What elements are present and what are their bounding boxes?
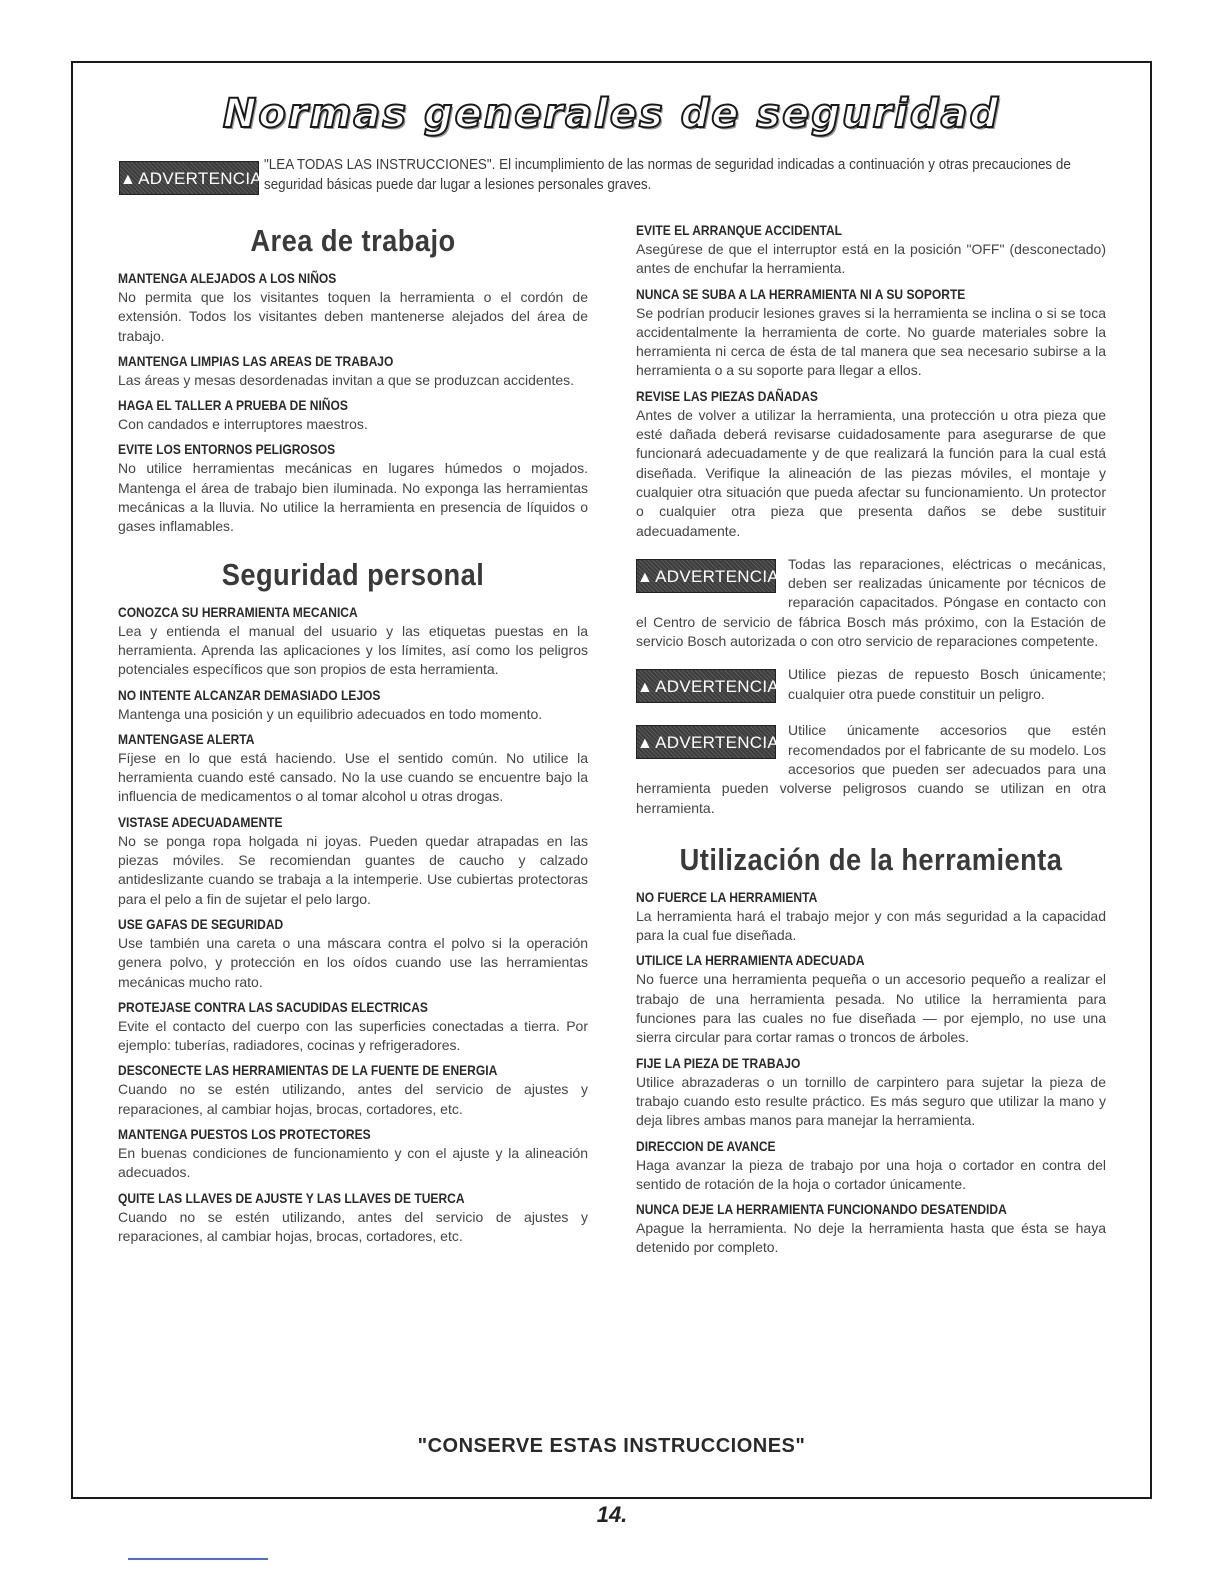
warning-text: Utilice únicamente accesorios que estén recomendados por el fabricante de su modelo. Los accesorios que pueden ser adecuados para una herramienta pueden volverse peligrosos cuando se utilizan en otra herramienta.: [636, 722, 1106, 816]
warning-badge-label: ADVERTENCIA: [655, 566, 780, 586]
section-title-seguridad-personal: Seguridad personal: [221, 556, 485, 592]
left-column: [118, 221, 588, 1246]
item-heading: NO FUERCE LA HERRAMIENTA: [636, 888, 818, 905]
list-item: [118, 1061, 588, 1119]
item-heading: PROTEJASE CONTRA LAS SACUDIDAS ELECTRICAS: [118, 998, 428, 1015]
list-item: [118, 813, 588, 909]
list-item: [636, 888, 1106, 946]
item-body: Se podrían producir lesiones graves si la herramienta se inclina o si se toca accidentalmente la herramienta de corte. No guarde materiales sobre la herramienta ni cerca de ésta de tal manera que sea necesario subirse a la herramienta o a su soporte para llegar a ellos.: [636, 304, 1106, 379]
item-body: En buenas condiciones de funcionamiento y con el ajuste y la alineación adecuados.: [118, 1145, 588, 1181]
page-title: Normas generales de seguridad: [222, 91, 1001, 137]
page-number: 14.: [596, 1502, 628, 1527]
item-body: Utilice abrazaderas o un tornillo de carpintero para sujetar la pieza de trabajo cuando esto resulte práctico. Es más seguro que utilizar la mano y deja libres ambas manos para manejar la herramienta.: [636, 1073, 1106, 1129]
item-body: No fuerce una herramienta pequeña o un accesorio pequeño a realizar el trabajo de una herramienta pesada. No utilice la herramienta para funciones para las cuales no fue diseñada — por ejemplo, no use una sierra circular para cortar ramas o troncos de árboles.: [636, 971, 1106, 1046]
item-heading: MANTENGA LIMPIAS LAS AREAS DE TRABAJO: [118, 352, 394, 369]
list-item: [118, 998, 588, 1056]
warning-triangle-icon: ▲: [637, 679, 654, 697]
item-heading: NUNCA DEJE LA HERRAMIENTA FUNCIONANDO DESATENDIDA: [636, 1201, 1007, 1218]
warning-badge: [636, 559, 780, 593]
intro-warning: [119, 155, 1107, 195]
warning-text: Todas las reparaciones, eléctricas o mecánicas, deben ser realizadas únicamente por técnicos de reparación capacitados. Póngase en contacto con el Centro de servicio de fábrica Bosch más próximo, con la Estación de servicio Bosch autorizada o con otro servicio de reparaciones competente.: [636, 555, 1106, 650]
item-body: No utilice herramientas mecánicas en lugares húmedos o mojados. Mantenga el área de trabajo bien iluminada. No exponga las herramientas mecánicas a la lluvia. No utilice la herramienta en presencia de líquidos o gases inflamables.: [118, 460, 588, 535]
item-heading: EVITE EL ARRANQUE ACCIDENTAL: [636, 222, 843, 238]
item-heading: NUNCA SE SUBA A LA HERRAMIENTA NI A SU SOPORTE: [636, 285, 966, 302]
warning-badge: [636, 725, 780, 759]
item-body: Mantenga una posición y un equilibrio adecuados en todo momento.: [118, 705, 543, 722]
list-item: [118, 352, 588, 390]
list-item: [636, 221, 1106, 279]
warning-badge-label: ADVERTENCIA: [138, 169, 263, 188]
warning-triangle-icon: ▲: [120, 171, 137, 188]
item-heading: REVISE LAS PIEZAS DAÑADAS: [636, 387, 818, 404]
section-title-utilizacion: Utilización de la herramienta: [679, 841, 1063, 877]
item-heading: CONOZCA SU HERRAMIENTA MECANICA: [118, 603, 358, 620]
item-heading: FIJE LA PIEZA DE TRABAJO: [636, 1054, 801, 1071]
warning-badge: [119, 161, 263, 195]
list-item: [118, 686, 588, 724]
warning-paragraph: [636, 555, 1106, 651]
item-body: Cuando no se estén utilizando, antes del servicio de ajustes y reparaciones, al cambiar hojas, brocas, cortadores, etc.: [118, 1208, 588, 1244]
intro-text: "LEA TODAS LAS INSTRUCCIONES". El incumplimiento de las normas de seguridad indicadas a continuación y otras precauciones de seguridad básicas puede dar lugar a lesiones personales graves.: [264, 157, 1071, 193]
warning-badge: [636, 669, 780, 703]
item-body: No permita que los visitantes toquen la herramienta o el cordón de extensión. Todos los visitantes deben mantenerse alejados del área de trabajo.: [118, 289, 588, 344]
list-item: [118, 603, 588, 680]
list-item: [118, 1125, 588, 1183]
warning-badge-label: ADVERTENCIA: [655, 733, 780, 753]
item-body: Lea y entienda el manual del usuario y las etiquetas puestas en la herramienta. Aprenda las aplicaciones y los límites, así como los peligros potenciales específicos que son propios de esta herramienta.: [118, 622, 588, 678]
item-heading: VISTASE ADECUADAMENTE: [118, 813, 283, 830]
item-body: No se ponga ropa holgada ni joyas. Pueden quedar atrapadas en las piezas móviles. Se recomiendan guantes de caucho y calzado antideslizante cuando se trabaja a la intemperie. Use cubiertas protectoras para el pelo a fin de sujetar el pelo largo.: [118, 832, 588, 907]
page-frame: [71, 61, 1152, 1499]
right-column: [636, 221, 1106, 1258]
item-heading: QUITE LAS LLAVES DE AJUSTE Y LAS LLAVES DE TUERCA: [118, 1189, 465, 1206]
item-heading: UTILICE LA HERRAMIENTA ADECUADA: [636, 952, 865, 969]
list-item: [636, 1137, 1106, 1195]
list-item: [118, 269, 588, 346]
warning-paragraph: [636, 665, 1106, 707]
item-body: Haga avanzar la pieza de trabajo por una hoja o cortador en contra del sentido de rotación de la hoja o cortador únicamente.: [636, 1156, 1106, 1192]
list-item: [636, 1200, 1106, 1258]
item-heading: NO INTENTE ALCANZAR DEMASIADO LEJOS: [118, 686, 381, 703]
item-body: Antes de volver a utilizar la herramienta, una protección u otra pieza que esté dañada deberá revisarse cuidadosamente para asegurarse de que funcionará adecuadamente y de que realizará la función para la cual está diseñada. Verifique la alineación de las piezas móviles, el montaje y cualquier otra situación que pueda afectar su funcionamiento. Un protector o cualquier otra pieza que presenta daños se debe sustituir adecuadamente.: [636, 406, 1106, 539]
item-body: Cuando no se estén utilizando, antes del servicio de ajustes y reparaciones, al cambiar hojas, brocas, cortadores, etc.: [118, 1081, 588, 1117]
item-heading: USE GAFAS DE SEGURIDAD: [118, 915, 284, 932]
item-heading: HAGA EL TALLER A PRUEBA DE NIÑOS: [118, 397, 348, 414]
conserve-instructions: "CONSERVE ESTAS INSTRUCCIONES": [417, 1435, 806, 1457]
item-body: Con candados e interruptores maestros.: [118, 416, 368, 433]
warning-paragraph: [636, 721, 1106, 817]
warning-triangle-icon: ▲: [637, 568, 654, 586]
warning-text: Utilice piezas de repuesto Bosch únicamente; cualquier otra puede constituir un peligro.: [788, 666, 1106, 702]
item-heading: DESCONECTE LAS HERRAMIENTAS DE LA FUENTE DE ENERGIA: [118, 1062, 498, 1079]
item-heading: EVITE LOS ENTORNOS PELIGROSOS: [118, 441, 336, 458]
item-body: La herramienta hará el trabajo mejor y con más seguridad a la capacidad para la cual fue diseñada.: [636, 907, 1106, 944]
list-item: [118, 396, 588, 434]
item-body: Asegúrese de que el interruptor está en la posición "OFF" (desconectado) antes de enchufar la herramienta.: [636, 241, 1106, 277]
item-heading: MANTENGA ALEJADOS A LOS NIÑOS: [118, 270, 337, 286]
warning-badge-label: ADVERTENCIA: [655, 677, 780, 697]
item-heading: MANTENGASE ALERTA: [118, 730, 255, 747]
item-body: Use también una careta o una máscara contra el polvo si la operación genera polvo, y protección en los oídos cuando use las herramientas mecánicas mucho rato.: [118, 934, 588, 990]
item-body: Las áreas y mesas desordenadas invitan a que se produzcan accidentes.: [118, 371, 575, 388]
item-body: Fíjese en lo que está haciendo. Use el sentido común. No utilice la herramienta cuando esté cansado. No la use cuando se encuentre bajo la influencia de medicamentos o al tomar alcohol u otras drogas.: [118, 749, 588, 805]
list-item: [636, 1054, 1106, 1131]
item-body: Evite el contacto del cuerpo con las superficies conectadas a tierra. Por ejemplo: tuberías, radiadores, cocinas y refrigeradores.: [118, 1017, 588, 1054]
list-item: [118, 915, 588, 992]
section-title-area-trabajo: Area de trabajo: [250, 223, 456, 258]
list-item: [118, 1189, 588, 1247]
item-heading: MANTENGA PUESTOS LOS PROTECTORES: [118, 1126, 371, 1143]
list-item: [118, 440, 588, 536]
list-item: [636, 951, 1106, 1047]
list-item: [636, 387, 1106, 541]
item-heading: DIRECCION DE AVANCE: [636, 1137, 776, 1154]
divider-line: [128, 1558, 268, 1560]
item-body: Apague la herramienta. No deje la herramienta hasta que ésta se haya detenido por completo.: [636, 1220, 1106, 1256]
list-item: [118, 730, 588, 807]
warning-triangle-icon: ▲: [637, 735, 654, 753]
list-item: [636, 285, 1106, 381]
